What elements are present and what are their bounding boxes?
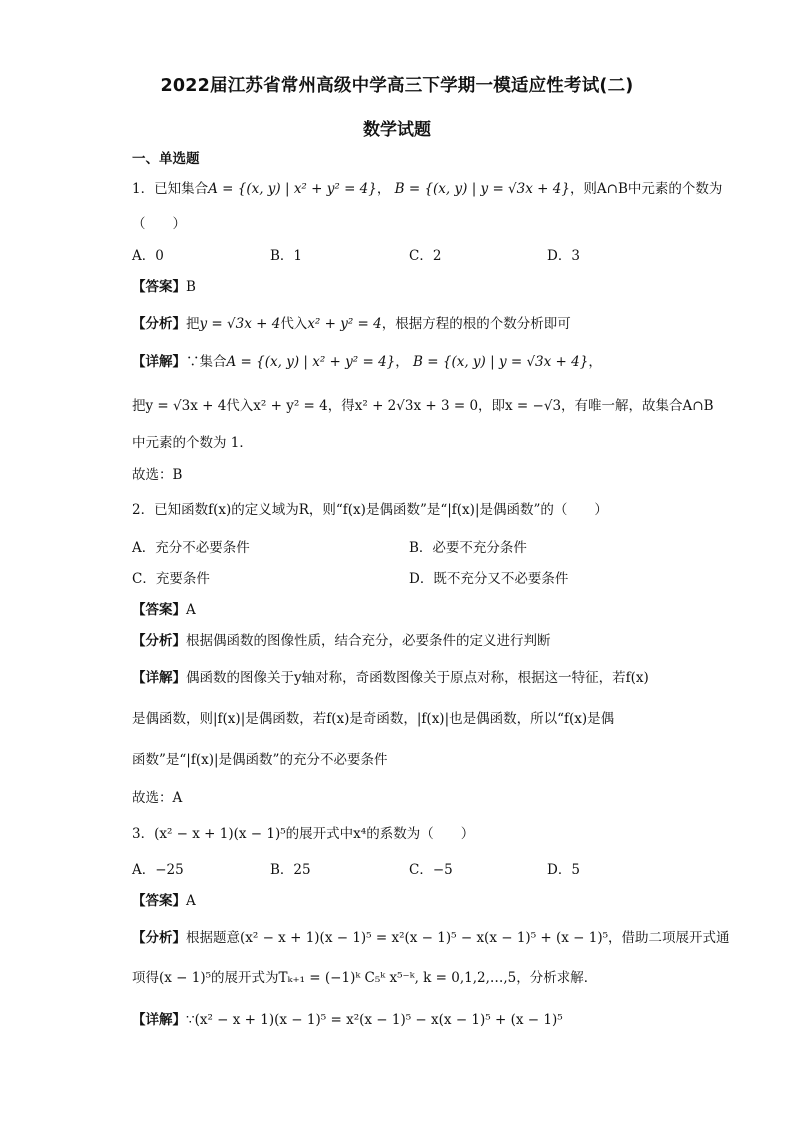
q1-stem: 1．已知集合A = {(x, y) | x² + y² = 4}， B = {(x, y) | y = √3x + 4}，则A∩B中元素的个数为 xyxy=(132,181,723,197)
q2-detail-text-1: 偶函数的图像关于y轴对称，奇函数图像关于原点对称，根据这一特征，若f(x) xyxy=(186,670,649,686)
page-title: 2022届江苏省常州高级中学高三下学期一模适应性考试(二) xyxy=(160,76,634,96)
q1-detail-set-a: A = {(x, y) | x² + y² = 4} xyxy=(226,354,396,370)
q3-option-d: D．5 xyxy=(547,862,580,878)
q1-detail-line-1: 【详解】∵集合A = {(x, y) | x² + y² = 4}， B = {(x, y) | y = √3x + 4}， xyxy=(132,354,602,370)
detail-tag: 【详解】 xyxy=(132,354,186,370)
answer-tag: 【答案】 xyxy=(132,893,186,909)
q2-option-d: D．既不充分又不必要条件 xyxy=(409,571,569,587)
q2-detail-line-1 xyxy=(132,666,649,686)
q3-detail-text-1: ∵(x² − x + 1)(x − 1)⁵ = x²(x − 1)⁵ − x(x − 1)⁵ + (x − 1)⁵ xyxy=(186,1012,563,1028)
q1-analysis xyxy=(132,312,571,332)
q3-answer-value: A xyxy=(186,893,196,909)
q1-detail-pre: ∵集合 xyxy=(186,354,227,370)
q2-option-c: C．充要条件 xyxy=(132,571,210,587)
q2-analysis-text: 根据偶函数的图像性质，结合充分，必要条件的定义进行判断 xyxy=(186,633,551,649)
q3-stem: 3．(x² − x + 1)(x − 1)⁵的展开式中x⁴的系数为（ ） xyxy=(132,826,475,842)
q1-detail-line-2: 把y = √3x + 4代入x² + y² = 4，得x² + 2√3x + 3 = 0，即x = −√3，有唯一解，故集合A∩B xyxy=(132,398,714,414)
q1-set-a: A = {(x, y) | x² + y² = 4} xyxy=(208,181,377,197)
q1-analysis-post: ，根据方程的根的个数分析即可 xyxy=(381,316,571,332)
detail-tag: 【详解】 xyxy=(132,1012,186,1028)
q2-analysis xyxy=(132,629,551,649)
answer-tag: 【答案】 xyxy=(132,602,186,618)
q2-detail-line-3: 函数”是“|f(x)|是偶函数”的充分不必要条件 xyxy=(132,752,388,768)
q1-analysis-eq2: x² + y² = 4 xyxy=(307,316,382,332)
q1-analysis-mid: 代入 xyxy=(280,316,308,332)
q3-option-a: A．−25 xyxy=(132,862,184,878)
q1-option-d: D．3 xyxy=(547,248,580,264)
analysis-tag: 【分析】 xyxy=(132,316,186,332)
q1-stem-tail: ，则A∩B中元素的个数为 xyxy=(569,181,723,197)
q1-set-b: B = {(x, y) | y = √3x + 4} xyxy=(394,181,570,197)
q1-detail-line-3: 中元素的个数为 1． xyxy=(132,435,253,451)
q2-stem: 2．已知函数f(x)的定义域为R，则“f(x)是偶函数”是“|f(x)|是偶函数”的（ ） xyxy=(132,502,608,518)
q1-stem-lead: 1．已知集合 xyxy=(132,181,209,197)
answer-tag: 【答案】 xyxy=(132,279,186,295)
q1-choice: 故选：B xyxy=(132,467,183,483)
analysis-tag: 【分析】 xyxy=(132,930,186,946)
q2-detail-line-2: 是偶函数，则|f(x)|是偶函数，若f(x)是奇函数，|f(x)|也是偶函数，所以“f(x)是偶 xyxy=(132,711,615,727)
q1-answer xyxy=(132,275,196,295)
q1-option-c: C．2 xyxy=(409,248,442,264)
q1-option-b: B．1 xyxy=(270,248,303,264)
detail-tag: 【详解】 xyxy=(132,670,186,686)
q1-paren: （ ） xyxy=(132,216,186,232)
q2-choice: 故选：A xyxy=(132,790,183,806)
q3-analysis-line-1 xyxy=(132,926,730,946)
section-heading: 一、单选题 xyxy=(132,151,200,167)
q1-analysis-pre: 把 xyxy=(186,316,200,332)
q2-option-a: A．充分不必要条件 xyxy=(132,540,250,556)
q3-answer xyxy=(132,889,196,909)
q1-analysis-eq1: y = √3x + 4 xyxy=(199,316,281,332)
q3-option-c: C．−5 xyxy=(409,862,453,878)
q1-answer-value: B xyxy=(186,279,196,295)
q3-analysis-line-2: 项得(x − 1)⁵的展开式为Tₖ₊₁ = (−1)ᵏ C₅ᵏ x⁵⁻ᵏ, k = 0,1,2,…,5，分析求解． xyxy=(132,970,598,986)
q1-detail-set-b: B = {(x, y) | y = √3x + 4} xyxy=(413,354,589,370)
q3-analysis-text-1: 根据题意(x² − x + 1)(x − 1)⁵ = x²(x − 1)⁵ − x(x − 1)⁵ + (x − 1)⁵，借助二项展开式通 xyxy=(186,930,730,946)
page-subtitle: 数学试题 xyxy=(363,120,431,140)
analysis-tag: 【分析】 xyxy=(132,633,186,649)
q3-detail-line-1 xyxy=(132,1008,563,1028)
q3-option-b: B．25 xyxy=(270,862,311,878)
q2-answer-value: A xyxy=(186,602,196,618)
q2-option-b: B．必要不充分条件 xyxy=(409,540,527,556)
q1-option-a: A．0 xyxy=(132,248,164,264)
q2-answer xyxy=(132,598,196,618)
